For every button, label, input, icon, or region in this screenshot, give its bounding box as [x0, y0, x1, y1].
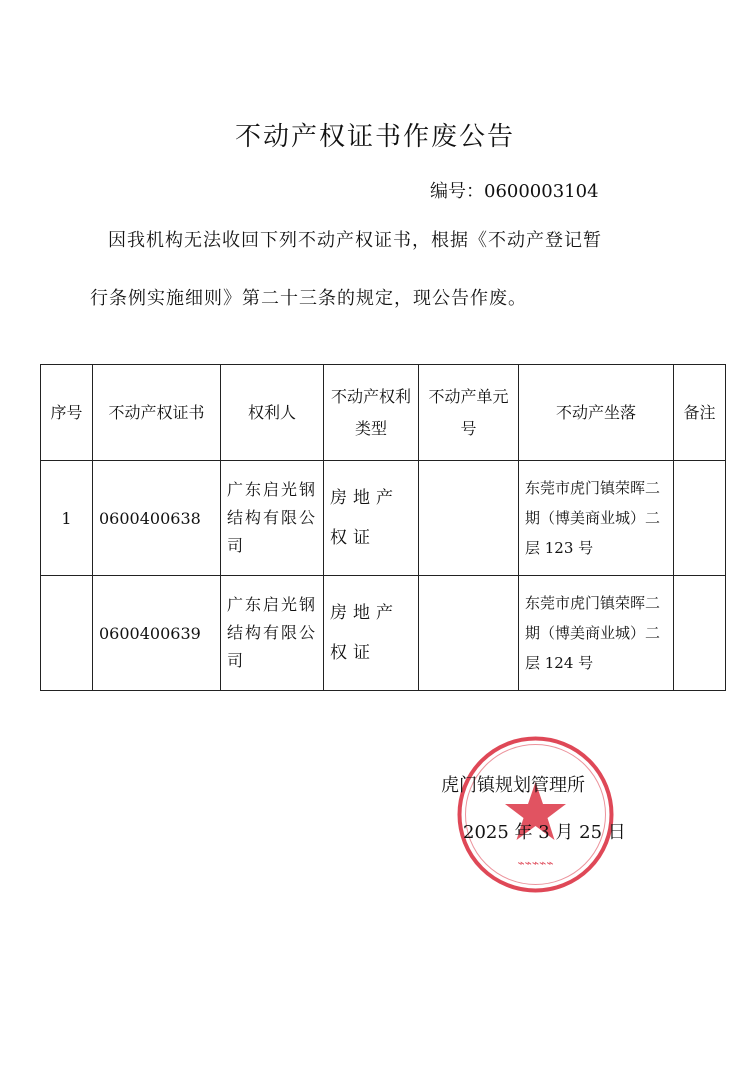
table-row	[41, 576, 726, 691]
official-seal-icon	[453, 732, 618, 897]
header-right-type: 不动产权利类型	[324, 365, 419, 461]
row-index: 1	[41, 461, 93, 576]
table-header-row	[41, 365, 726, 461]
row-right-type: 房地产权证	[324, 461, 419, 576]
notice-paragraph-line-2: 行条例实施细则》第二十三条的规定，现公告作废。	[90, 288, 527, 309]
header-holder: 权利人	[221, 365, 324, 461]
row-index	[41, 576, 93, 691]
row-right-type: 房地产权证	[324, 576, 419, 691]
row-unit-no	[419, 576, 519, 691]
header-location: 不动产坐落	[519, 365, 674, 461]
issuer-name: 虎门镇规划管理所	[441, 775, 585, 796]
row-location: 东莞市虎门镇荣晖二期（博美商业城）二层 124 号	[519, 576, 674, 691]
table-row	[41, 461, 726, 576]
header-certificate: 不动产权证书	[93, 365, 221, 461]
document-title: 不动产权证书作废公告	[234, 122, 515, 152]
row-holder: 广东启光钢结构有限公司	[221, 461, 324, 576]
row-certificate: 0600400638	[93, 461, 221, 576]
issue-date: 2025 年 3 月 25 日	[463, 822, 626, 843]
document-number: 编号：0600003104	[430, 181, 599, 202]
notice-paragraph-line-1: 因我机构无法收回下列不动产权证书，根据《不动产登记暂	[108, 230, 602, 251]
row-unit-no	[419, 461, 519, 576]
certificate-table	[40, 364, 726, 691]
row-location: 东莞市虎门镇荣晖二期（博美商业城）二层 123 号	[519, 461, 674, 576]
header-unit-no: 不动产单元号	[419, 365, 519, 461]
header-remark: 备注	[674, 365, 726, 461]
svg-text:⌁⌁⌁⌁⌁: ⌁⌁⌁⌁⌁	[517, 856, 554, 870]
header-index: 序号	[41, 365, 93, 461]
row-certificate: 0600400639	[93, 576, 221, 691]
row-holder: 广东启光钢结构有限公司	[221, 576, 324, 691]
row-remark	[674, 461, 726, 576]
row-remark	[674, 576, 726, 691]
